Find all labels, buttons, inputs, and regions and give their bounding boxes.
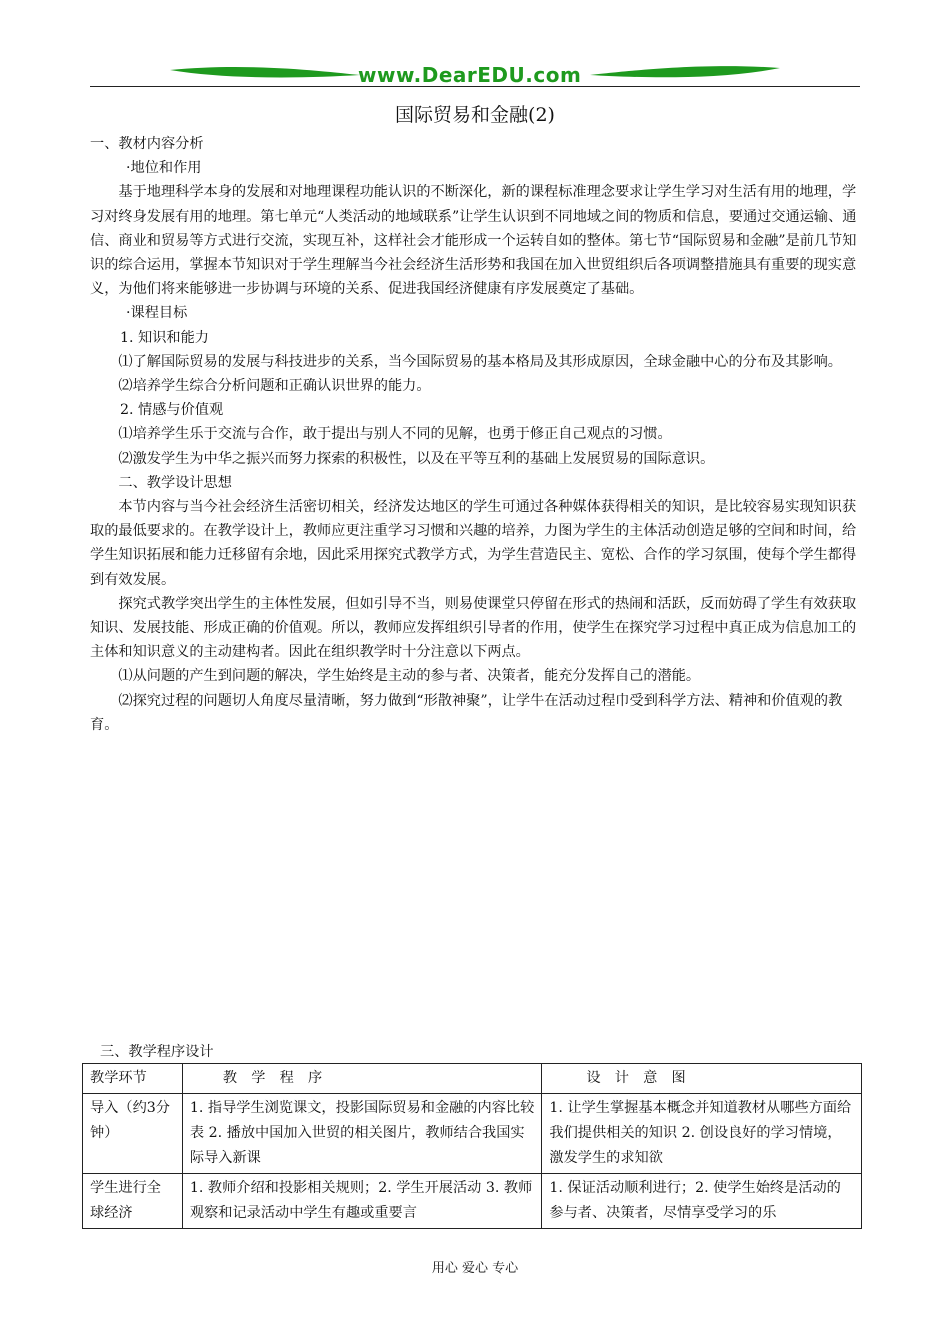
table-cell: 1. 指导学生浏览课文，投影国际贸易和金融的内容比较表 2. 播放中国加入世贸的相关图片，教师结合我国实际导入新课 [182,1094,542,1174]
table-cell: 导入（约3分钟） [83,1094,183,1174]
paragraph: 基于地理科学本身的发展和对地理课程功能认识的不断深化，新的课程标准理念要求让学生学习对生活有用的地理，学习对终身发展有用的地理。第七单元“人类活动的地域联系”让学生认识到不同地域之间的物质和信息，要通过交通运输、通信、商业和贸易等方式进行交流，实现互补，这样社会才能形成一个运转自如的整体。第七节“国际贸易和金融”是前几节知识的综合运用，掌握本节知识对于学生理解当今社会经济生活形势和我国在加入世贸组织后各项调整措施具有重要的现实意义，为他们将来能够进一步协调与环境的关系、促进我国经济健康有序发展奠定了基础。 [90,184,857,298]
paragraph: 本节内容与当今社会经济生活密切相关，经济发达地区的学生可通过各种媒体获得相关的知识，是比较容易实现知识获取的最低要求的。在教学设计上，教师应更注重学习习惯和兴趣的培养，力图为学生的主体活动创造足够的空间和时间，给学生知识拓展和能力迁移留有余地，因此采用探究式教学方式，为学生营造民主、宽松、合作的学习氛围，使每个学生都得到有效发展。 [90,499,857,588]
table-row [83,1174,862,1229]
table-header-row [83,1064,862,1094]
table-row [83,1094,862,1174]
section-heading: 一、教材内容分析 [90,136,204,152]
table-cell: 1. 教师介绍和投影相关规则；2. 学生开展活动 3. 教师观察和记录活动中学生有趣或重要言 [182,1174,542,1229]
header-divider [90,86,860,87]
paragraph: ⑵探究过程的问题切人角度尽量清晰，努力做到“形散神聚”，让学牛在活动过程巾受到科学方法、精神和价值观的教育。 [90,692,843,733]
site-logo-text: www.DearEDU.com [358,63,582,87]
paragraph: ⑴从问题的产生到问题的解决，学生始终是主动的参与者、决策者，能充分发挥自己的潜能。 [118,668,701,685]
paragraph: 探究式教学突出学生的主体性发展，但如引导不当，则易使课堂只停留在形式的热闹和活跃，反而妨碍了学生有效获取知识、发展技能、形成正确的价值观。所以，教师应发挥组织引导者的作用，使学生在探究学习过程中真正成为信息加工的主体和知识意义的主动建构者。因此在组织教学时十分注意以下两点。 [90,595,857,661]
numbered-heading: 1. 知识和能力 [120,329,209,346]
paragraph: ⑵培养学生综合分析问题和正确认识世界的能力。 [118,378,431,395]
subheading: ·地位和作用 [126,160,202,177]
section-heading: 二、教学设计思想 [118,474,232,491]
paragraph: ⑴培养学生乐于交流与合作，敢于提出与别人不同的见解，也勇于修正自己观点的习惯。 [118,426,672,443]
main-content [90,132,865,737]
lesson-plan-table [82,1063,862,1229]
table-cell: 1. 让学生掌握基本概念并知道教材从哪些方面给我们提供相关的知识 2. 创设良好的学习情境，激发学生的求知欲 [542,1094,862,1174]
page-title: 国际贸易和金融(2) [395,104,555,126]
table-header-cell: 教学环节 [83,1064,183,1094]
paragraph: ⑴了解国际贸易的发展与科技进步的关系，当今国际贸易的基本格局及其形成原因，全球金融中心的分布及其影响。 [118,353,842,370]
numbered-heading: 2. 情感与价值观 [120,402,224,419]
paragraph: ⑵激发学生为中华之振兴而努力探索的积极性，以及在平等互利的基础上发展贸易的国际意识。 [118,450,715,467]
section-heading: 三、教学程序设计 [100,1044,214,1060]
subheading: ·课程目标 [126,305,188,322]
page-footer: 用心 爱心 专心 [431,1261,519,1276]
table-header-cell: 设 计 意 图 [542,1064,862,1094]
table-cell: 学生进行全球经济 [83,1174,183,1229]
table-header-cell: 教 学 程 序 [182,1064,542,1094]
table-cell: 1. 保证活动顺利进行；2. 使学生始终是活动的参与者、决策者，尽情享受学习的乐 [542,1174,862,1229]
